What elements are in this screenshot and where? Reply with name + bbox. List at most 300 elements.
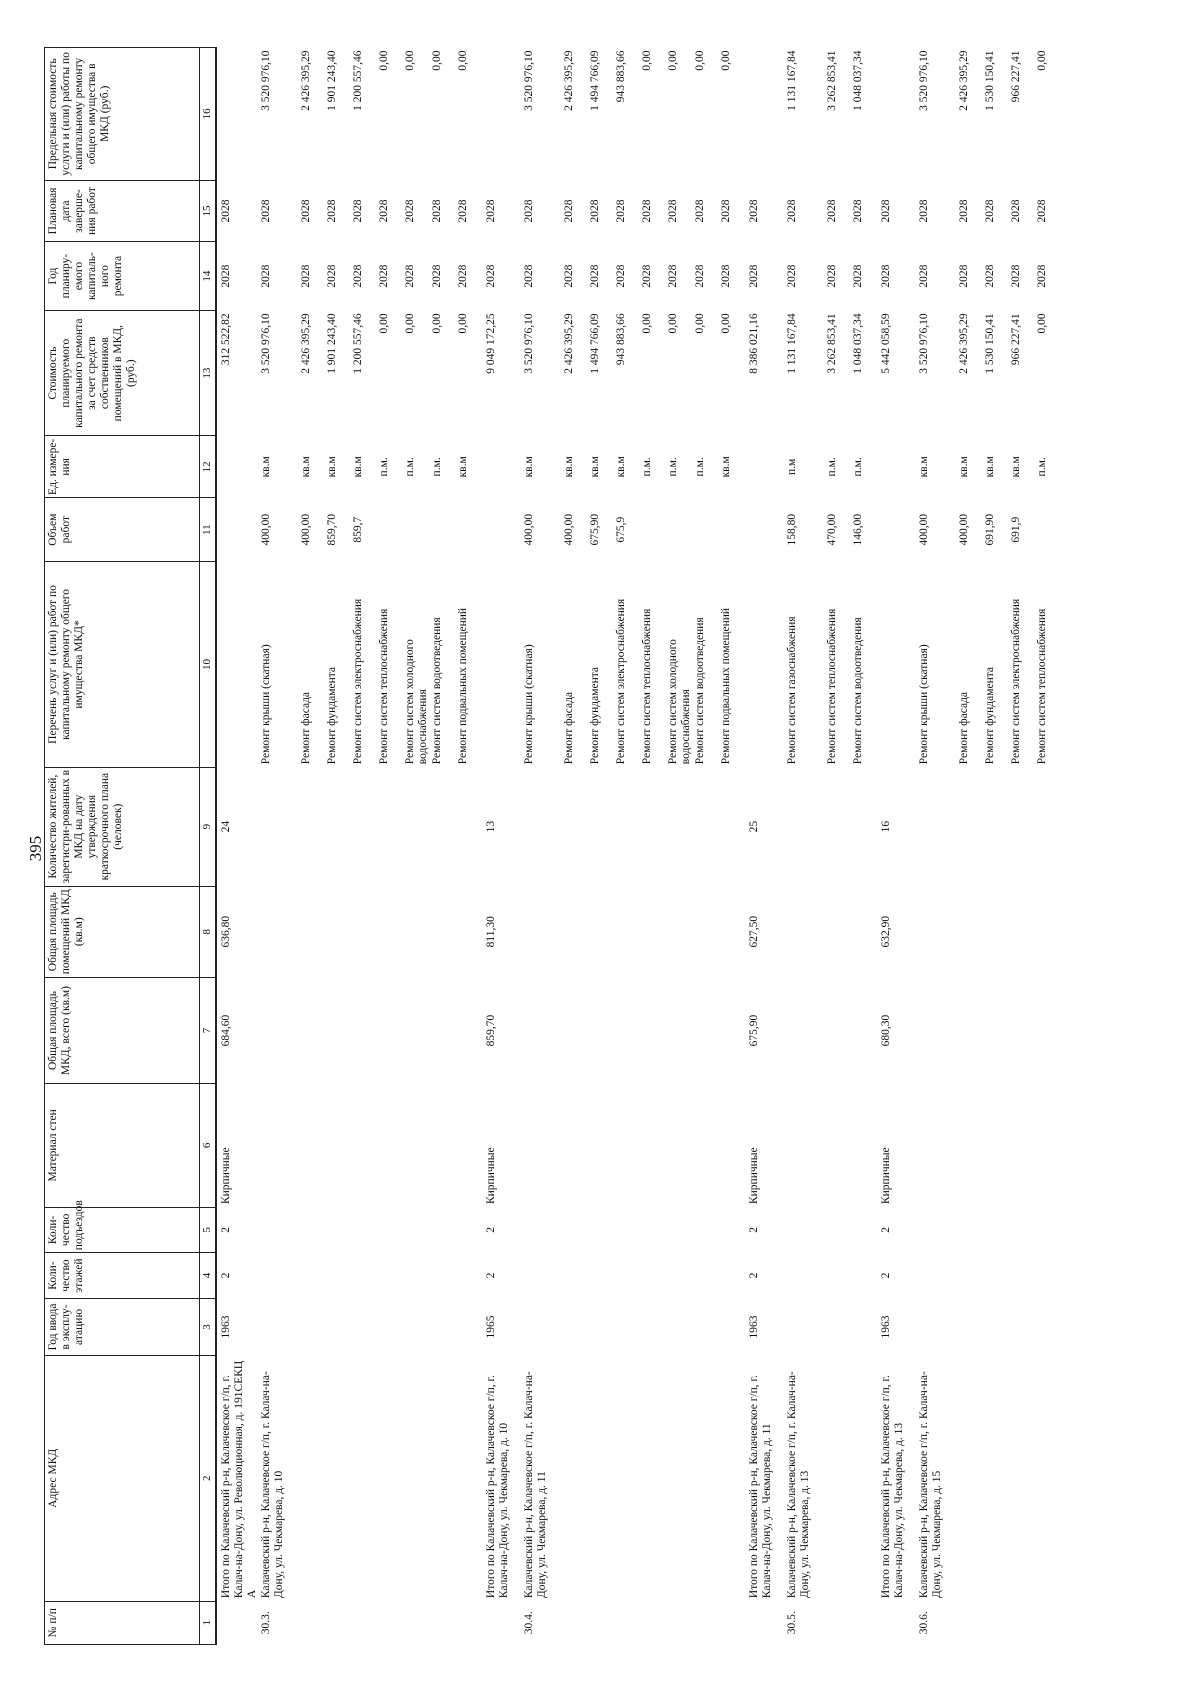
- cell-work-volume: 859,70: [326, 513, 338, 546]
- cell-work-type: Ремонт систем холодного водоснабжения: [404, 639, 429, 765]
- cell-cost: 1 530 150,41: [984, 313, 996, 374]
- cell-unit: п.м.: [431, 457, 443, 477]
- cell-plan-year: 2028: [720, 264, 732, 288]
- cell-unit: кв.м: [720, 456, 732, 478]
- cell-floors: [851, 1253, 877, 1299]
- cell-entrances: [351, 1207, 377, 1253]
- work-row: [430, 48, 456, 1645]
- work-row: [983, 48, 1009, 1645]
- cell-work-type: Ремонт систем теплоснабжения: [378, 608, 390, 765]
- cell-residents: 16: [880, 820, 892, 833]
- cell-row-number: 30.4.: [523, 1611, 535, 1635]
- work-row: [456, 48, 482, 1645]
- cell-end-date: 2028: [641, 199, 653, 223]
- cell-plan-year: 2028: [220, 264, 232, 288]
- cell-wall-material: [917, 1084, 957, 1207]
- column-header-1: № п/п: [45, 1601, 200, 1644]
- cell-end-date: 2028: [984, 199, 996, 223]
- cell-entrances: [693, 1207, 719, 1253]
- column-number-4: 4: [200, 1253, 217, 1299]
- cell-cost: 1 131 167,84: [786, 313, 798, 374]
- cell-unit: [877, 436, 917, 498]
- cell-row-number: [693, 1601, 719, 1644]
- cell-row-number: [614, 1601, 640, 1644]
- cell-residents: [430, 767, 456, 886]
- cell-work-volume: 859,7: [352, 516, 364, 543]
- cell-plan-year: 2028: [1010, 264, 1022, 288]
- cell-entrances: [377, 1207, 403, 1253]
- cell-cost: 0,00: [404, 313, 416, 334]
- cell-year-built: [351, 1298, 377, 1355]
- cell-premises-area: [299, 886, 325, 977]
- cell-address: Итого по Калачевский р-н, Калачевское г/п, г. Калач-на-Дону, ул. Чекмарева, д. 13: [880, 1375, 905, 1599]
- cell-total-area: [1035, 977, 1061, 1083]
- cell-cost: 0,00: [641, 313, 653, 334]
- work-row: [825, 48, 851, 1645]
- column-number-3: 3: [200, 1298, 217, 1355]
- cell-end-date: 2028: [1036, 199, 1048, 223]
- cell-wall-material: [522, 1084, 562, 1207]
- cell-plan-year: 2028: [880, 264, 892, 288]
- cell-work-volume: [1035, 498, 1061, 562]
- cell-unit: кв.м: [615, 456, 627, 478]
- cell-total-area: 684,60: [220, 1014, 232, 1047]
- cell-year-built: [666, 1298, 693, 1355]
- cell-end-date: 2028: [667, 199, 679, 223]
- cell-cost: 2 426 395,29: [563, 313, 575, 374]
- cell-limit-cost: 1 131 167,84: [786, 50, 798, 111]
- cell-premises-area: [522, 886, 562, 977]
- cell-cost: 0,00: [457, 313, 469, 334]
- cell-work-volume: 400,00: [300, 513, 312, 546]
- house-row: [522, 48, 562, 1645]
- cell-year-built: [1035, 1298, 1061, 1355]
- cell-wall-material: [351, 1084, 377, 1207]
- cell-total-area: [299, 977, 325, 1083]
- cell-limit-cost: 3 262 853,41: [826, 50, 838, 111]
- cell-end-date: 2028: [589, 199, 601, 223]
- cell-wall-material: [957, 1084, 983, 1207]
- cell-wall-material: [640, 1084, 666, 1207]
- cell-address: Итого по Калачевский р-н, Калачевское г/п, г. Калач-на-Дону, ул. Революционная, д. 191СЕКЦ А: [220, 1360, 258, 1599]
- cell-address: [693, 1356, 719, 1602]
- cell-row-number: [957, 1601, 983, 1644]
- cell-end-date: 2028: [720, 199, 732, 223]
- cell-residents: [1035, 767, 1061, 886]
- cell-address: [325, 1356, 351, 1602]
- cell-floors: 2: [485, 1272, 497, 1279]
- cell-wall-material: [430, 1084, 456, 1207]
- cell-total-area: 680,30: [880, 1014, 892, 1047]
- cell-plan-year: 2028: [260, 264, 272, 288]
- cell-floors: [693, 1253, 719, 1299]
- cell-work-volume: [666, 498, 693, 562]
- cell-row-number: [719, 1601, 745, 1644]
- cell-entrances: [614, 1207, 640, 1253]
- cell-residents: [259, 767, 299, 886]
- cell-wall-material: [259, 1084, 299, 1207]
- cell-address: [403, 1356, 430, 1602]
- cell-wall-material: Кирпичные: [748, 1147, 760, 1205]
- cell-entrances: [430, 1207, 456, 1253]
- cell-plan-year: 2028: [918, 264, 930, 288]
- cell-year-built: [640, 1298, 666, 1355]
- cell-floors: [562, 1253, 588, 1299]
- cell-work-type: Ремонт крыши (скатная): [260, 644, 272, 765]
- cell-premises-area: [259, 886, 299, 977]
- cell-cost: 2 426 395,29: [300, 313, 312, 374]
- cell-work-volume: 400,00: [958, 513, 970, 546]
- cell-unit: кв.м: [326, 456, 338, 478]
- work-row: [403, 48, 430, 1645]
- column-number-12: 12: [200, 436, 217, 498]
- cell-entrances: [719, 1207, 745, 1253]
- cell-work-volume: 675,90: [589, 513, 601, 546]
- work-row: [957, 48, 983, 1645]
- cell-work-volume: [377, 498, 403, 562]
- column-number-2: 2: [200, 1356, 217, 1602]
- cell-year-built: 1963: [220, 1315, 232, 1339]
- cell-unit: кв.м: [523, 456, 535, 478]
- cell-unit: кв.м: [300, 456, 312, 478]
- cell-residents: [719, 767, 745, 886]
- cell-work-type: Ремонт систем теплоснабжения: [641, 608, 653, 765]
- cell-row-number: [983, 1601, 1009, 1644]
- cell-entrances: [640, 1207, 666, 1253]
- cell-total-area: [259, 977, 299, 1083]
- cell-work-volume: [693, 498, 719, 562]
- cell-year-built: 1963: [880, 1315, 892, 1339]
- cell-residents: [588, 767, 614, 886]
- cell-premises-area: [456, 886, 482, 977]
- cell-row-number: [825, 1601, 851, 1644]
- cell-unit: [216, 436, 259, 498]
- column-header-13: Стоимость планируемого капитального ремонта за счет средств собственников помещений в МКД, (руб.): [45, 310, 200, 436]
- cell-floors: [522, 1253, 562, 1299]
- column-header-4: Коли-чество этажей: [45, 1253, 200, 1299]
- cell-year-built: [522, 1298, 562, 1355]
- cell-work-type: Ремонт систем теплоснабжения: [826, 608, 838, 765]
- cell-end-date: 2028: [826, 199, 838, 223]
- cell-residents: [1009, 767, 1035, 886]
- house-row: [259, 48, 299, 1645]
- cell-year-built: [614, 1298, 640, 1355]
- cell-premises-area: [430, 886, 456, 977]
- cell-plan-year: 2028: [378, 264, 390, 288]
- cell-premises-area: [640, 886, 666, 977]
- cell-residents: [983, 767, 1009, 886]
- cell-unit: п.м.: [404, 457, 416, 477]
- cell-premises-area: 627,50: [748, 915, 760, 948]
- cell-wall-material: [983, 1084, 1009, 1207]
- cell-total-area: [325, 977, 351, 1083]
- cell-wall-material: [666, 1084, 693, 1207]
- cell-limit-cost: 966 227,41: [1010, 50, 1022, 103]
- cell-row-number: [430, 1601, 456, 1644]
- cell-work-volume: 675,9: [615, 516, 627, 543]
- cell-premises-area: 632,90: [880, 915, 892, 948]
- cell-limit-cost: 3 520 976,10: [523, 50, 535, 111]
- cell-cost: 8 386 021,16: [748, 313, 760, 374]
- work-row: [693, 48, 719, 1645]
- cell-address: Калачевский р-н, Калачевское г/п, г. Калач-на-Дону, ул. Чекмарева, д. 11: [523, 1371, 548, 1599]
- cell-address: [614, 1356, 640, 1602]
- cell-plan-year: 2028: [523, 264, 535, 288]
- cell-work-type: Ремонт систем электроснабжения: [352, 598, 364, 765]
- cell-plan-year: 2028: [485, 264, 497, 288]
- column-header-5: Коли-чество подъездов: [45, 1207, 200, 1253]
- cell-total-area: [825, 977, 851, 1083]
- cell-limit-cost: 0,00: [378, 50, 390, 71]
- cell-cost: 1 901 243,40: [326, 313, 338, 374]
- cell-work-type: Ремонт систем водоотведения: [852, 617, 864, 765]
- cell-unit: п.м.: [378, 457, 390, 477]
- cell-work-volume: [430, 498, 456, 562]
- cell-address: [983, 1356, 1009, 1602]
- cell-limit-cost: 0,00: [720, 50, 732, 71]
- cell-premises-area: [1009, 886, 1035, 977]
- cell-unit: [482, 436, 522, 498]
- cell-residents: [299, 767, 325, 886]
- cell-row-number: [403, 1601, 430, 1644]
- cell-floors: [403, 1253, 430, 1299]
- cell-cost: 943 883,66: [615, 313, 627, 366]
- cell-end-date: 2028: [918, 199, 930, 223]
- cell-premises-area: [325, 886, 351, 977]
- cell-floors: [614, 1253, 640, 1299]
- cell-year-built: [983, 1298, 1009, 1355]
- cell-address: Калачевский р-н, Калачевское г/п, г. Калач-на-Дону, ул. Чекмарева, д. 10: [260, 1371, 285, 1599]
- cell-cost: 0,00: [431, 313, 443, 334]
- cell-entrances: [825, 1207, 851, 1253]
- cell-residents: [522, 767, 562, 886]
- cell-residents: [403, 767, 430, 886]
- cell-work-volume: [877, 498, 917, 562]
- cell-floors: [430, 1253, 456, 1299]
- cell-wall-material: [851, 1084, 877, 1207]
- cell-end-date: 2028: [378, 199, 390, 223]
- column-number-7: 7: [200, 977, 217, 1083]
- cell-wall-material: Кирпичные: [485, 1147, 497, 1205]
- cell-address: [825, 1356, 851, 1602]
- total-row: [482, 48, 522, 1645]
- cell-premises-area: [693, 886, 719, 977]
- cell-entrances: [403, 1207, 430, 1253]
- cell-entrances: [562, 1207, 588, 1253]
- cell-end-date: 2028: [485, 199, 497, 223]
- cell-wall-material: [1009, 1084, 1035, 1207]
- column-header-2: Адрес МКД: [45, 1356, 200, 1602]
- cell-total-area: [456, 977, 482, 1083]
- cell-row-number: [1009, 1601, 1035, 1644]
- cell-unit: кв.м: [260, 456, 272, 478]
- cell-wall-material: [1035, 1084, 1061, 1207]
- cell-floors: [640, 1253, 666, 1299]
- cell-plan-year: 2028: [457, 264, 469, 288]
- cell-entrances: [666, 1207, 693, 1253]
- work-row: [562, 48, 588, 1645]
- cell-limit-cost: 0,00: [1036, 50, 1048, 71]
- cell-work-type: Ремонт фундамента: [589, 666, 601, 765]
- cell-unit: п.м.: [667, 457, 679, 477]
- cell-residents: [693, 767, 719, 886]
- cell-year-built: [693, 1298, 719, 1355]
- work-row: [1035, 48, 1061, 1645]
- cell-year-built: [562, 1298, 588, 1355]
- cell-end-date: 2028: [326, 199, 338, 223]
- cell-floors: [456, 1253, 482, 1299]
- cell-premises-area: 811,30: [485, 916, 497, 948]
- cell-row-number: [1035, 1601, 1061, 1644]
- cell-floors: [299, 1253, 325, 1299]
- column-number-1: 1: [200, 1601, 217, 1644]
- cell-limit-cost: 0,00: [431, 50, 443, 71]
- cell-plan-year: 2028: [431, 264, 443, 288]
- column-number-5: 5: [200, 1207, 217, 1253]
- cell-work-type: Ремонт фасада: [958, 691, 970, 765]
- cell-work-type: Ремонт подвальных помещений: [457, 607, 469, 765]
- cell-end-date: 2028: [748, 199, 760, 223]
- cell-limit-cost: 2 426 395,29: [300, 50, 312, 111]
- cell-unit: п.м.: [826, 457, 838, 477]
- cell-total-area: [983, 977, 1009, 1083]
- cell-row-number: [299, 1601, 325, 1644]
- cell-work-volume: [745, 498, 785, 562]
- cell-limit-cost: 3 520 976,10: [918, 50, 930, 111]
- cell-cost: 3 520 976,10: [523, 313, 535, 374]
- cell-total-area: [522, 977, 562, 1083]
- cell-work-type: Ремонт подвальных помещений: [720, 607, 732, 765]
- cell-year-built: [917, 1298, 957, 1355]
- cell-limit-cost: 1 530 150,41: [984, 50, 996, 111]
- cell-premises-area: [351, 886, 377, 977]
- cell-cost: 9 049 172,25: [485, 313, 497, 374]
- cell-row-number: [456, 1601, 482, 1644]
- cell-limit-cost: [745, 48, 785, 181]
- cell-entrances: [1009, 1207, 1035, 1253]
- cell-address: [299, 1356, 325, 1602]
- cell-end-date: 2028: [563, 199, 575, 223]
- cell-total-area: [719, 977, 745, 1083]
- cell-cost: 1 048 037,34: [852, 313, 864, 374]
- cell-year-built: [456, 1298, 482, 1355]
- cell-residents: [917, 767, 957, 886]
- cell-work-volume: 691,9: [1010, 516, 1022, 543]
- cell-work-type: Ремонт крыши (скатная): [523, 644, 535, 765]
- cell-year-built: [325, 1298, 351, 1355]
- cell-limit-cost: 2 426 395,29: [958, 50, 970, 111]
- cell-address: [430, 1356, 456, 1602]
- work-row: [640, 48, 666, 1645]
- column-number-16: 16: [200, 48, 217, 181]
- cell-work-volume: 400,00: [918, 513, 930, 546]
- cell-end-date: 2028: [260, 199, 272, 223]
- cell-address: [588, 1356, 614, 1602]
- column-header-8: Общая площадь помещений МКД (кв.м): [45, 886, 200, 977]
- cell-plan-year: 2028: [589, 264, 601, 288]
- cell-row-number: [666, 1601, 693, 1644]
- total-row: [216, 48, 259, 1645]
- cell-total-area: [588, 977, 614, 1083]
- cell-work-volume: [719, 498, 745, 562]
- cell-work-volume: 158,80: [786, 513, 798, 546]
- cell-entrances: 2: [485, 1226, 497, 1233]
- cell-floors: 2: [748, 1272, 760, 1279]
- cell-work-type: Ремонт систем водоотведения: [431, 617, 443, 765]
- cell-total-area: 859,70: [485, 1014, 497, 1047]
- cell-plan-year: 2028: [826, 264, 838, 288]
- cell-year-built: [588, 1298, 614, 1355]
- cell-work-type: Ремонт фасада: [300, 691, 312, 765]
- cell-premises-area: [957, 886, 983, 977]
- cell-limit-cost: 1 200 557,46: [352, 50, 364, 111]
- column-number-14: 14: [200, 242, 217, 311]
- cell-unit: п.м.: [1036, 457, 1048, 477]
- column-number-row: [200, 48, 217, 1645]
- cell-premises-area: [851, 886, 877, 977]
- cell-end-date: 2028: [880, 199, 892, 223]
- cell-wall-material: [562, 1084, 588, 1207]
- cell-total-area: [640, 977, 666, 1083]
- cell-limit-cost: 1 901 243,40: [326, 50, 338, 111]
- cell-wall-material: [588, 1084, 614, 1207]
- column-header-12: Ед. измере-ния: [45, 436, 200, 498]
- work-row: [719, 48, 745, 1645]
- column-header-7: Общая площадь МКД, всего (кв.м): [45, 977, 200, 1083]
- column-header-15: Плановая дата заверше-ния работ: [45, 180, 200, 242]
- cell-work-type: Ремонт фасада: [563, 691, 575, 765]
- cell-residents: [825, 767, 851, 886]
- cell-wall-material: [785, 1084, 825, 1207]
- cell-unit: п.м.: [694, 457, 706, 477]
- cell-address: [377, 1356, 403, 1602]
- cell-end-date: 2028: [615, 199, 627, 223]
- cell-unit: кв.м: [457, 456, 469, 478]
- cell-cost: 0,00: [720, 313, 732, 334]
- cell-limit-cost: 943 883,66: [615, 50, 627, 103]
- cell-entrances: [917, 1207, 957, 1253]
- cell-address: Итого по Калачевский р-н, Калачевское г/п, г. Калач-на-Дону, ул. Чекмарева, д. 11: [748, 1375, 773, 1599]
- cell-total-area: [351, 977, 377, 1083]
- cell-address: Калачевский р-н, Калачевское г/п, г. Калач-на-Дону, ул. Чекмарева, д. 13: [786, 1371, 811, 1599]
- cell-total-area: [851, 977, 877, 1083]
- cell-year-built: [957, 1298, 983, 1355]
- column-number-11: 11: [200, 498, 217, 562]
- cell-floors: [1009, 1253, 1035, 1299]
- cell-work-volume: 470,00: [826, 513, 838, 546]
- cell-plan-year: 2028: [352, 264, 364, 288]
- cell-work-type: Ремонт систем электроснабжения: [615, 598, 627, 765]
- cell-entrances: [983, 1207, 1009, 1253]
- cell-premises-area: [377, 886, 403, 977]
- cell-work-type: [482, 562, 522, 768]
- cell-end-date: 2028: [523, 199, 535, 223]
- cell-premises-area: [825, 886, 851, 977]
- table-body: [216, 48, 1061, 1645]
- column-number-6: 6: [200, 1084, 217, 1207]
- cell-premises-area: [983, 886, 1009, 977]
- cell-end-date: 2028: [300, 199, 312, 223]
- cell-residents: [785, 767, 825, 886]
- cell-limit-cost: [482, 48, 522, 181]
- cell-plan-year: 2028: [852, 264, 864, 288]
- cell-premises-area: [917, 886, 957, 977]
- cell-residents: [456, 767, 482, 886]
- work-row: [666, 48, 693, 1645]
- cell-wall-material: [614, 1084, 640, 1207]
- cell-row-number: [588, 1601, 614, 1644]
- cell-address: Калачевский р-н, Калачевское г/п, г. Калач-на-Дону, ул. Чекмарева, д. 15: [918, 1371, 943, 1599]
